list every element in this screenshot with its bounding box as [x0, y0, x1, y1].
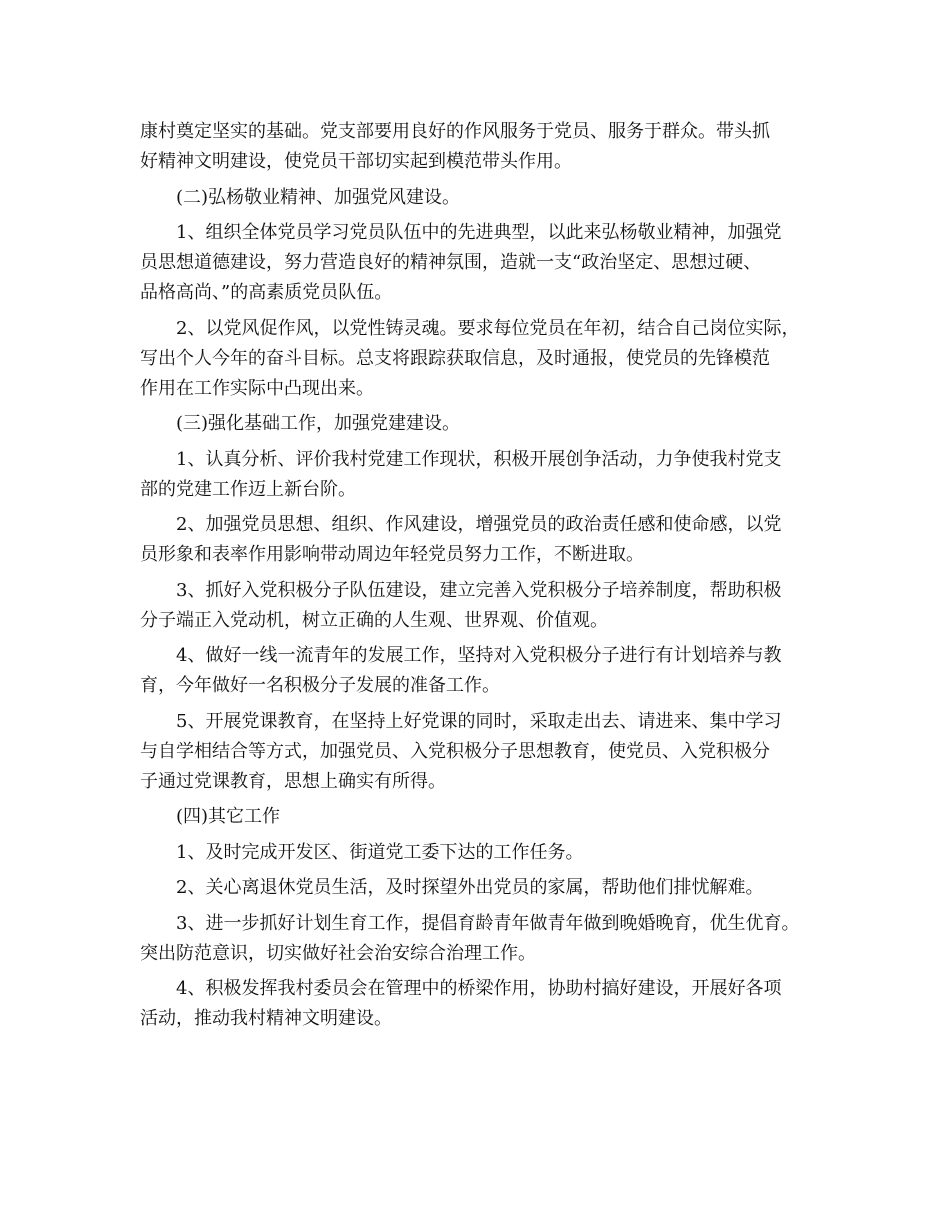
text-line: 员思想道德建设，努力营造良好的精神氛围，造就一支“政治坚定、思想过硬、 [140, 252, 762, 273]
text-line: 育，今年做好一名积极分子发展的准备工作。 [140, 675, 500, 696]
document-body [140, 117, 820, 1034]
section-heading: (四)其它工作 [140, 806, 281, 827]
text-line: 分子端正入党动机，树立正确的人生观、世界观、价值观。 [140, 609, 608, 631]
text-line: 活动，推动我村精神文明建设。 [140, 1008, 392, 1029]
text-line: 4、做好一线一流青年的发展工作，坚持对入党积极分子进行有计划培养与教 [140, 645, 782, 666]
text-line: 子通过党课教育，思想上确实有所得。 [140, 770, 446, 792]
text-line: 部的党建工作迈上新台阶。 [140, 478, 356, 500]
text-line: 5、开展党课教育，在坚持上好党课的同时，采取走出去、请进来、集中学习 [140, 710, 782, 732]
text-line: 作用在工作实际中凸现出来。 [140, 377, 374, 399]
text-line: 2、关心离退休党员生活，及时探望外出党员的家属，帮助他们排忧解难。 [140, 877, 764, 898]
text-line: 突出防范意识，切实做好社会治安综合治理工作。 [140, 942, 536, 964]
text-line: 员形象和表率作用影响带动周边年轻党员努力工作，不断进取。 [140, 544, 644, 565]
text-line: 品格高尚、”的高素质党员队伍。 [140, 282, 393, 303]
section-heading: (三)强化基础工作，加强党建建设。 [140, 413, 461, 434]
text-line: 1、及时完成开发区、街道党工委下达的工作任务。 [140, 841, 584, 863]
text-line: 2、以党风促作风，以党性铸灵魂。要求每位党员在年初，结合自己岗位实际， [140, 317, 800, 339]
section-heading: (二)弘杨敬业精神、加强党风建设。 [140, 186, 461, 208]
text-line: 写出个人今年的奋斗目标。总支将跟踪获取信息，及时通报，使党员的先锋模范 [140, 347, 770, 369]
text-line: 好精神文明建设，使党员干部切实起到模范带头作用。 [140, 151, 572, 172]
text-line: 3、抓好入党积极分子队伍建设，建立完善入党积极分子培养制度，帮助积极 [140, 579, 782, 601]
text-line: 2、加强党员思想、组织、作风建设，增强党员的政治责任感和使命感，以党 [140, 514, 782, 535]
text-line: 康村奠定坚实的基础。党支部要用良好的作风服务于党员、服务于群众。带头抓 [140, 121, 770, 142]
text-line: 与自学相结合等方式，加强党员、入党积极分子思想教育，使党员、入党积极分 [140, 740, 770, 762]
text-line: 1、组织全体党员学习党员队伍中的先进典型，以此来弘杨敬业精神，加强党 [140, 222, 782, 243]
text-line: 1、认真分析、评价我村党建工作现状，积极开展创争活动，力争使我村党支 [140, 448, 782, 470]
text-line: 3、进一步抓好计划生育工作，提倡育龄青年做青年做到晚婚晚育，优生优育。 [140, 912, 800, 934]
text-line: 4、积极发挥我村委员会在管理中的桥梁作用，协助村搞好建设，开展好各项 [140, 978, 782, 999]
